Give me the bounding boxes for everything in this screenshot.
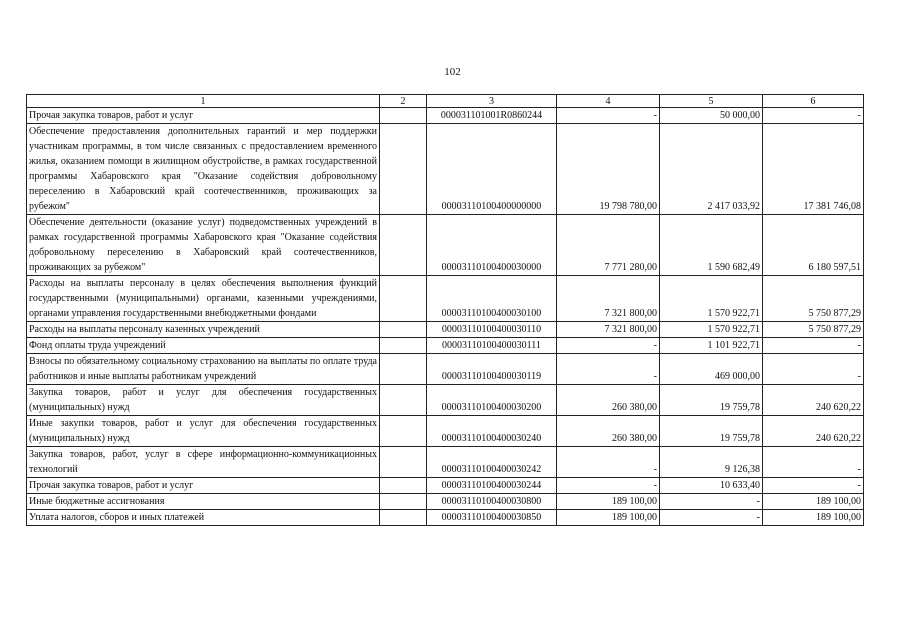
row-name: Взносы по обязательному социальному страхованию на выплаты по оплате труда работников и иные выплаты работникам учреждений — [27, 354, 380, 385]
row-value-5: - — [660, 494, 763, 510]
row-code: 00003110100400030800 — [427, 494, 557, 510]
row-col2 — [380, 494, 427, 510]
table-row — [27, 354, 864, 385]
table-row — [27, 416, 864, 447]
row-value-5: 19 759,78 — [660, 385, 763, 416]
row-code: 00003110100400030111 — [427, 338, 557, 354]
table-row — [27, 385, 864, 416]
row-col2 — [380, 510, 427, 526]
row-name: Уплата налогов, сборов и иных платежей — [27, 510, 380, 526]
table-row — [27, 478, 864, 494]
column-header: 2 — [380, 95, 427, 108]
row-value-5: 2 417 033,92 — [660, 124, 763, 215]
row-code: 00003110100400000000 — [427, 124, 557, 215]
row-value-5: 1 590 682,49 — [660, 215, 763, 276]
row-col2 — [380, 322, 427, 338]
row-code: 00003110100400030242 — [427, 447, 557, 478]
row-value-4: 260 380,00 — [557, 385, 660, 416]
row-value-6: 240 620,22 — [763, 416, 864, 447]
column-header: 5 — [660, 95, 763, 108]
row-col2 — [380, 478, 427, 494]
table-row — [27, 108, 864, 124]
row-col2 — [380, 416, 427, 447]
row-name: Прочая закупка товаров, работ и услуг — [27, 108, 380, 124]
row-name: Закупка товаров, работ, услуг в сфере информационно-коммуникационных технологий — [27, 447, 380, 478]
row-name: Расходы на выплаты персоналу казенных учреждений — [27, 322, 380, 338]
row-value-4: 7 771 280,00 — [557, 215, 660, 276]
row-code: 00003110100400030850 — [427, 510, 557, 526]
row-value-4: - — [557, 354, 660, 385]
row-col2 — [380, 338, 427, 354]
row-value-4: 19 798 780,00 — [557, 124, 660, 215]
page-number: 102 — [444, 66, 461, 78]
row-value-4: - — [557, 478, 660, 494]
row-value-4: 189 100,00 — [557, 510, 660, 526]
row-value-4: 260 380,00 — [557, 416, 660, 447]
row-code: 00003110100400030100 — [427, 276, 557, 322]
row-col2 — [380, 354, 427, 385]
row-name: Иные закупки товаров, работ и услуг для обеспечения государственных (муниципальных) нужд — [27, 416, 380, 447]
row-name: Обеспечение деятельности (оказание услуг) подведомственных учреждений в рамках государственной программы Хабаровского края "Оказание содействия добровольному переселению в Хабаровский край соотечественников, проживающих за рубежом" — [27, 215, 380, 276]
row-code: 00003110100400030119 — [427, 354, 557, 385]
row-value-6: - — [763, 354, 864, 385]
row-value-6: 5 750 877,29 — [763, 276, 864, 322]
row-value-4: 189 100,00 — [557, 494, 660, 510]
row-col2 — [380, 108, 427, 124]
row-value-6: 5 750 877,29 — [763, 322, 864, 338]
row-value-6: 17 381 746,08 — [763, 124, 864, 215]
row-value-4: - — [557, 338, 660, 354]
header-row — [27, 95, 864, 108]
column-header: 3 — [427, 95, 557, 108]
table-row — [27, 338, 864, 354]
row-value-6: 189 100,00 — [763, 494, 864, 510]
row-code: 00003110100400030244 — [427, 478, 557, 494]
row-name: Закупка товаров, работ и услуг для обеспечения государственных (муниципальных) нужд — [27, 385, 380, 416]
row-col2 — [380, 385, 427, 416]
row-col2 — [380, 276, 427, 322]
row-value-6: 240 620,22 — [763, 385, 864, 416]
row-value-5: 469 000,00 — [660, 354, 763, 385]
row-col2 — [380, 124, 427, 215]
row-name: Иные бюджетные ассигнования — [27, 494, 380, 510]
table-row — [27, 276, 864, 322]
row-value-4: 7 321 800,00 — [557, 322, 660, 338]
row-value-5: 19 759,78 — [660, 416, 763, 447]
row-col2 — [380, 447, 427, 478]
row-value-5: 50 000,00 — [660, 108, 763, 124]
row-name: Фонд оплаты труда учреждений — [27, 338, 380, 354]
row-value-6: 189 100,00 — [763, 510, 864, 526]
row-value-5: 1 570 922,71 — [660, 322, 763, 338]
table-row — [27, 494, 864, 510]
table-row — [27, 215, 864, 276]
row-value-5: 10 633,40 — [660, 478, 763, 494]
row-value-5: 1 570 922,71 — [660, 276, 763, 322]
row-value-5: 9 126,38 — [660, 447, 763, 478]
table-row — [27, 322, 864, 338]
row-code: 00003110100400030000 — [427, 215, 557, 276]
row-value-5: - — [660, 510, 763, 526]
row-code: 000031101001R0860244 — [427, 108, 557, 124]
column-header: 4 — [557, 95, 660, 108]
row-value-6: - — [763, 478, 864, 494]
row-name: Прочая закупка товаров, работ и услуг — [27, 478, 380, 494]
row-value-6: - — [763, 338, 864, 354]
row-value-6: 6 180 597,51 — [763, 215, 864, 276]
row-value-5: 1 101 922,71 — [660, 338, 763, 354]
row-value-6: - — [763, 447, 864, 478]
column-header: 6 — [763, 95, 864, 108]
column-header: 1 — [27, 95, 380, 108]
row-name: Обеспечение предоставления дополнительных гарантий и мер поддержки участникам программы, в том числе связанных с предоставлением временного жилья, оказанием помощи в жилищном обустройстве, в рамках государственной программы Хабаровского края "Оказание содействия добровольному переселению в Хабаровский край соотечественников, проживающих за рубежом" — [27, 124, 380, 215]
table-row — [27, 447, 864, 478]
row-code: 00003110100400030200 — [427, 385, 557, 416]
row-col2 — [380, 215, 427, 276]
row-code: 00003110100400030240 — [427, 416, 557, 447]
budget-execution-table — [26, 94, 864, 526]
row-name: Расходы на выплаты персоналу в целях обеспечения выполнения функций государственными (муниципальными) органами, казенными учреждениями, органами управления государственными внебюджетными фондами — [27, 276, 380, 322]
table-row — [27, 510, 864, 526]
table-row — [27, 124, 864, 215]
row-value-6: - — [763, 108, 864, 124]
row-value-4: - — [557, 447, 660, 478]
row-code: 00003110100400030110 — [427, 322, 557, 338]
row-value-4: - — [557, 108, 660, 124]
row-value-4: 7 321 800,00 — [557, 276, 660, 322]
